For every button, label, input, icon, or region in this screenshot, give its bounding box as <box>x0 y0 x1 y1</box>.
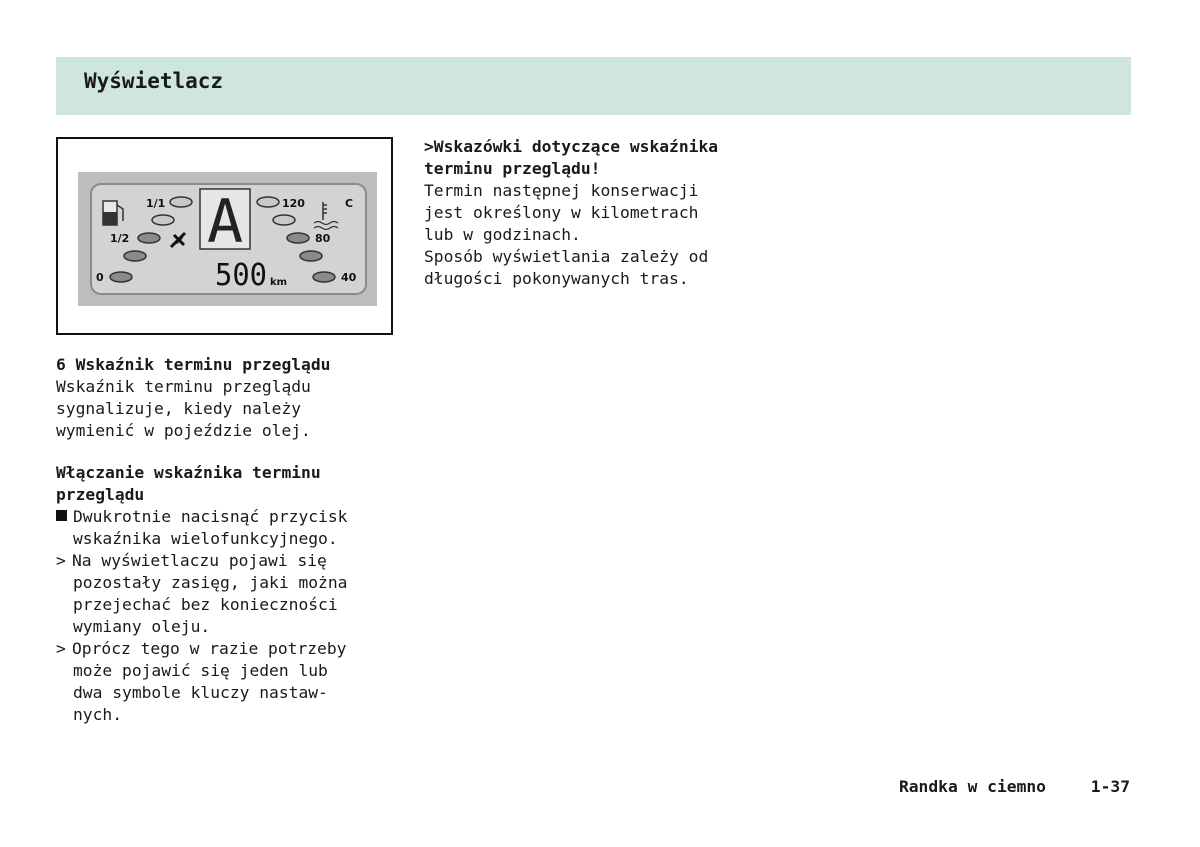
square-bullet-icon <box>56 510 67 521</box>
instrument-display-illustration <box>58 139 391 333</box>
temp-segment-80 <box>287 233 309 243</box>
hint-heading-line-1: >Wskazówki dotyczące wskaźnika <box>424 137 719 156</box>
step-3-line-2: może pojawić się jeden lub <box>73 661 328 680</box>
step-3-line-3: dwa symbole kluczy nastaw- <box>73 683 328 702</box>
temp-segment-low <box>300 251 322 261</box>
temp-segment-120 <box>257 197 279 207</box>
label-40: 40 <box>341 271 357 284</box>
step-3-line-1: > Oprócz tego w razie potrzeby <box>56 639 347 658</box>
fuel-segment-mid <box>152 215 174 225</box>
page-number: 1-37 <box>1090 777 1130 796</box>
step-2-marker: > <box>56 551 66 570</box>
distance-unit: km <box>270 277 288 288</box>
hint-body-line-1: Termin następnej konserwacji <box>424 181 699 200</box>
display-illustration-frame <box>56 137 393 335</box>
section1-heading: 6 Wskaźnik terminu przeglądu <box>56 355 331 374</box>
step-1-line-2: wskaźnika wielofunkcyjnego. <box>73 529 338 548</box>
section2-heading-line-2: przeglądu <box>56 485 145 504</box>
section1-line-2: sygnalizuje, kiedy należy <box>56 399 302 418</box>
section1-line-1: Wskaźnik terminu przeglądu <box>56 377 311 396</box>
label-120: 120 <box>282 197 305 210</box>
hint-body-line-4: Sposób wyświetlania zależy od <box>424 247 709 266</box>
section-header-band <box>56 57 1131 115</box>
hint-body-line-2: jest określony w kilometrach <box>424 203 699 222</box>
temp-segment-40 <box>313 272 335 282</box>
fuel-segment-low <box>124 251 146 261</box>
fuel-segment-1-2 <box>138 233 160 243</box>
hint-body-line-5: długości pokonywanych tras. <box>424 269 689 288</box>
label-c: C <box>345 197 354 210</box>
step-1-line-1: Dwukrotnie nacisnąć przycisk <box>56 506 347 528</box>
label-1-2: 1/2 <box>110 232 130 245</box>
gear-indicator: A <box>206 187 244 257</box>
step-2-line-1: > Na wyświetlaczu pojawi się <box>56 551 327 570</box>
section1-line-3: wymienić w pojeździe olej. <box>56 421 311 440</box>
label-1-1: 1/1 <box>146 197 166 210</box>
step-2-line-4: wymiany oleju. <box>73 617 211 636</box>
distance-readout: 500 <box>215 258 267 293</box>
step-3-marker: > <box>56 639 66 658</box>
temp-segment-mid <box>273 215 295 225</box>
section2-heading-line-1: Włączanie wskaźnika terminu <box>56 463 321 482</box>
label-80: 80 <box>315 232 331 245</box>
section-title: Wyświetlacz <box>84 69 224 93</box>
fuel-segment-0 <box>110 272 132 282</box>
fuel-segment-1-1 <box>170 197 192 207</box>
hint-heading-line-2: terminu przeglądu! <box>424 159 601 178</box>
step-2-line-2: pozostały zasięg, jaki można <box>73 573 348 592</box>
step-3-line-4: nych. <box>73 705 123 724</box>
step-2-line-3: przejechać bez konieczności <box>73 595 338 614</box>
hint-body-line-3: lub w godzinach. <box>424 225 581 244</box>
label-0: 0 <box>96 271 104 284</box>
footer-book-title: Randka w ciemno <box>898 777 1046 796</box>
